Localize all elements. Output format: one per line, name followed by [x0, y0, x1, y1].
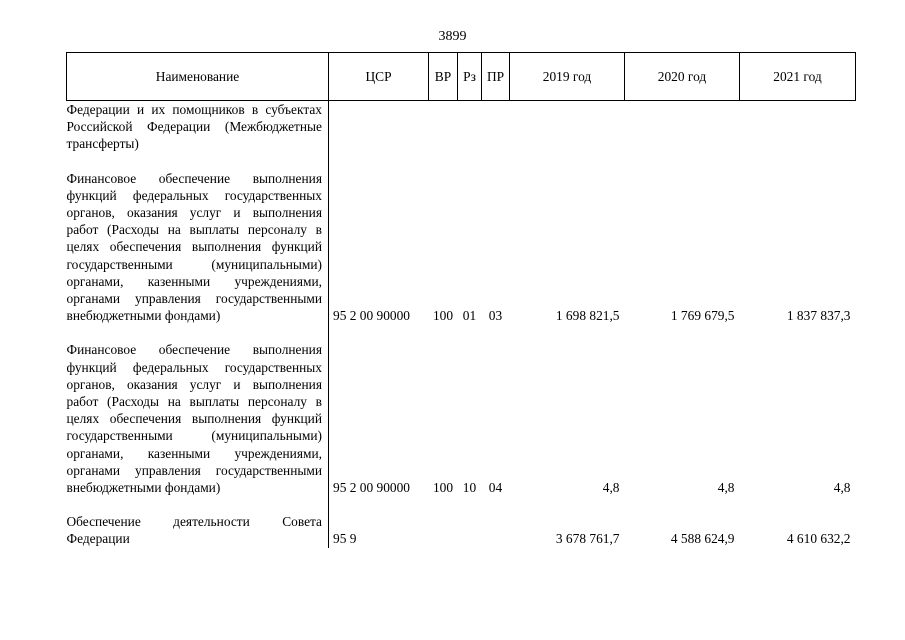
row-name: Финансовое обеспечение выполнения функций федеральных государственных органов, оказания услуг и выполнения работ (Расходы на выплаты персоналу в целях обеспечения выполнения функций государственными (муниципальными) органами, казенными учреждениями, органами управления государственными внебюджетными фондами): [67, 341, 329, 496]
row-spacer: [67, 324, 856, 341]
row-name: Обеспечение деятельности Совета Федерации: [67, 513, 329, 547]
row-csr: 95 9: [333, 531, 357, 547]
row-vr: 100: [432, 480, 454, 496]
row-rz: 10: [462, 480, 477, 496]
header-vr: ВР: [429, 53, 458, 101]
row-vr: [429, 513, 458, 547]
table-row: [67, 101, 856, 153]
budget-table: [66, 52, 856, 548]
row-2021: [740, 101, 856, 153]
row-2021: 4 610 632,2: [786, 531, 851, 547]
table-row: [67, 170, 856, 325]
header-2019: 2019 год: [510, 53, 625, 101]
row-2020: 4,8: [717, 480, 735, 496]
row-csr: 95 2 00 90000: [333, 480, 410, 496]
row-2019: [510, 101, 625, 153]
header-2021: 2021 год: [740, 53, 856, 101]
table-row: [67, 513, 856, 547]
row-pr: 03: [488, 308, 503, 324]
row-2019: 3 678 761,7: [555, 531, 620, 547]
row-rz: 01: [462, 308, 477, 324]
table-header-row: [67, 53, 856, 101]
row-2021: 4,8: [833, 480, 851, 496]
header-pr: ПР: [482, 53, 510, 101]
row-2020: [625, 101, 740, 153]
row-name: Финансовое обеспечение выполнения функций федеральных государственных органов, оказания услуг и выполнения работ (Расходы на выплаты персоналу в целях обеспечения выполнения функций государственными (муниципальными) органами, казенными учреждениями, органами управления государственными внебюджетными фондами): [67, 170, 329, 325]
row-pr: [482, 513, 510, 547]
row-spacer: [67, 153, 856, 170]
row-pr: 04: [488, 480, 503, 496]
row-2019: 4,8: [602, 480, 620, 496]
row-2019: 1 698 821,5: [555, 308, 620, 324]
header-csr: ЦСР: [329, 53, 429, 101]
row-vr: 100: [432, 308, 454, 324]
header-rz: Рз: [458, 53, 482, 101]
row-2020: 1 769 679,5: [670, 308, 735, 324]
table-row: [67, 341, 856, 496]
row-2021: 1 837 837,3: [786, 308, 851, 324]
page-number: 3899: [438, 29, 467, 44]
header-2020: 2020 год: [625, 53, 740, 101]
row-csr: 95 2 00 90000: [333, 308, 410, 324]
header-name: Наименование: [67, 53, 329, 101]
row-rz: [458, 101, 482, 153]
row-name: Федерации и их помощников в субъектах Российской Федерации (Межбюджетные трансферты): [67, 101, 329, 153]
row-vr: [429, 101, 458, 153]
row-spacer: [67, 496, 856, 513]
row-rz: [458, 513, 482, 547]
row-2020: 4 588 624,9: [670, 531, 735, 547]
row-csr: [329, 101, 429, 153]
row-pr: [482, 101, 510, 153]
